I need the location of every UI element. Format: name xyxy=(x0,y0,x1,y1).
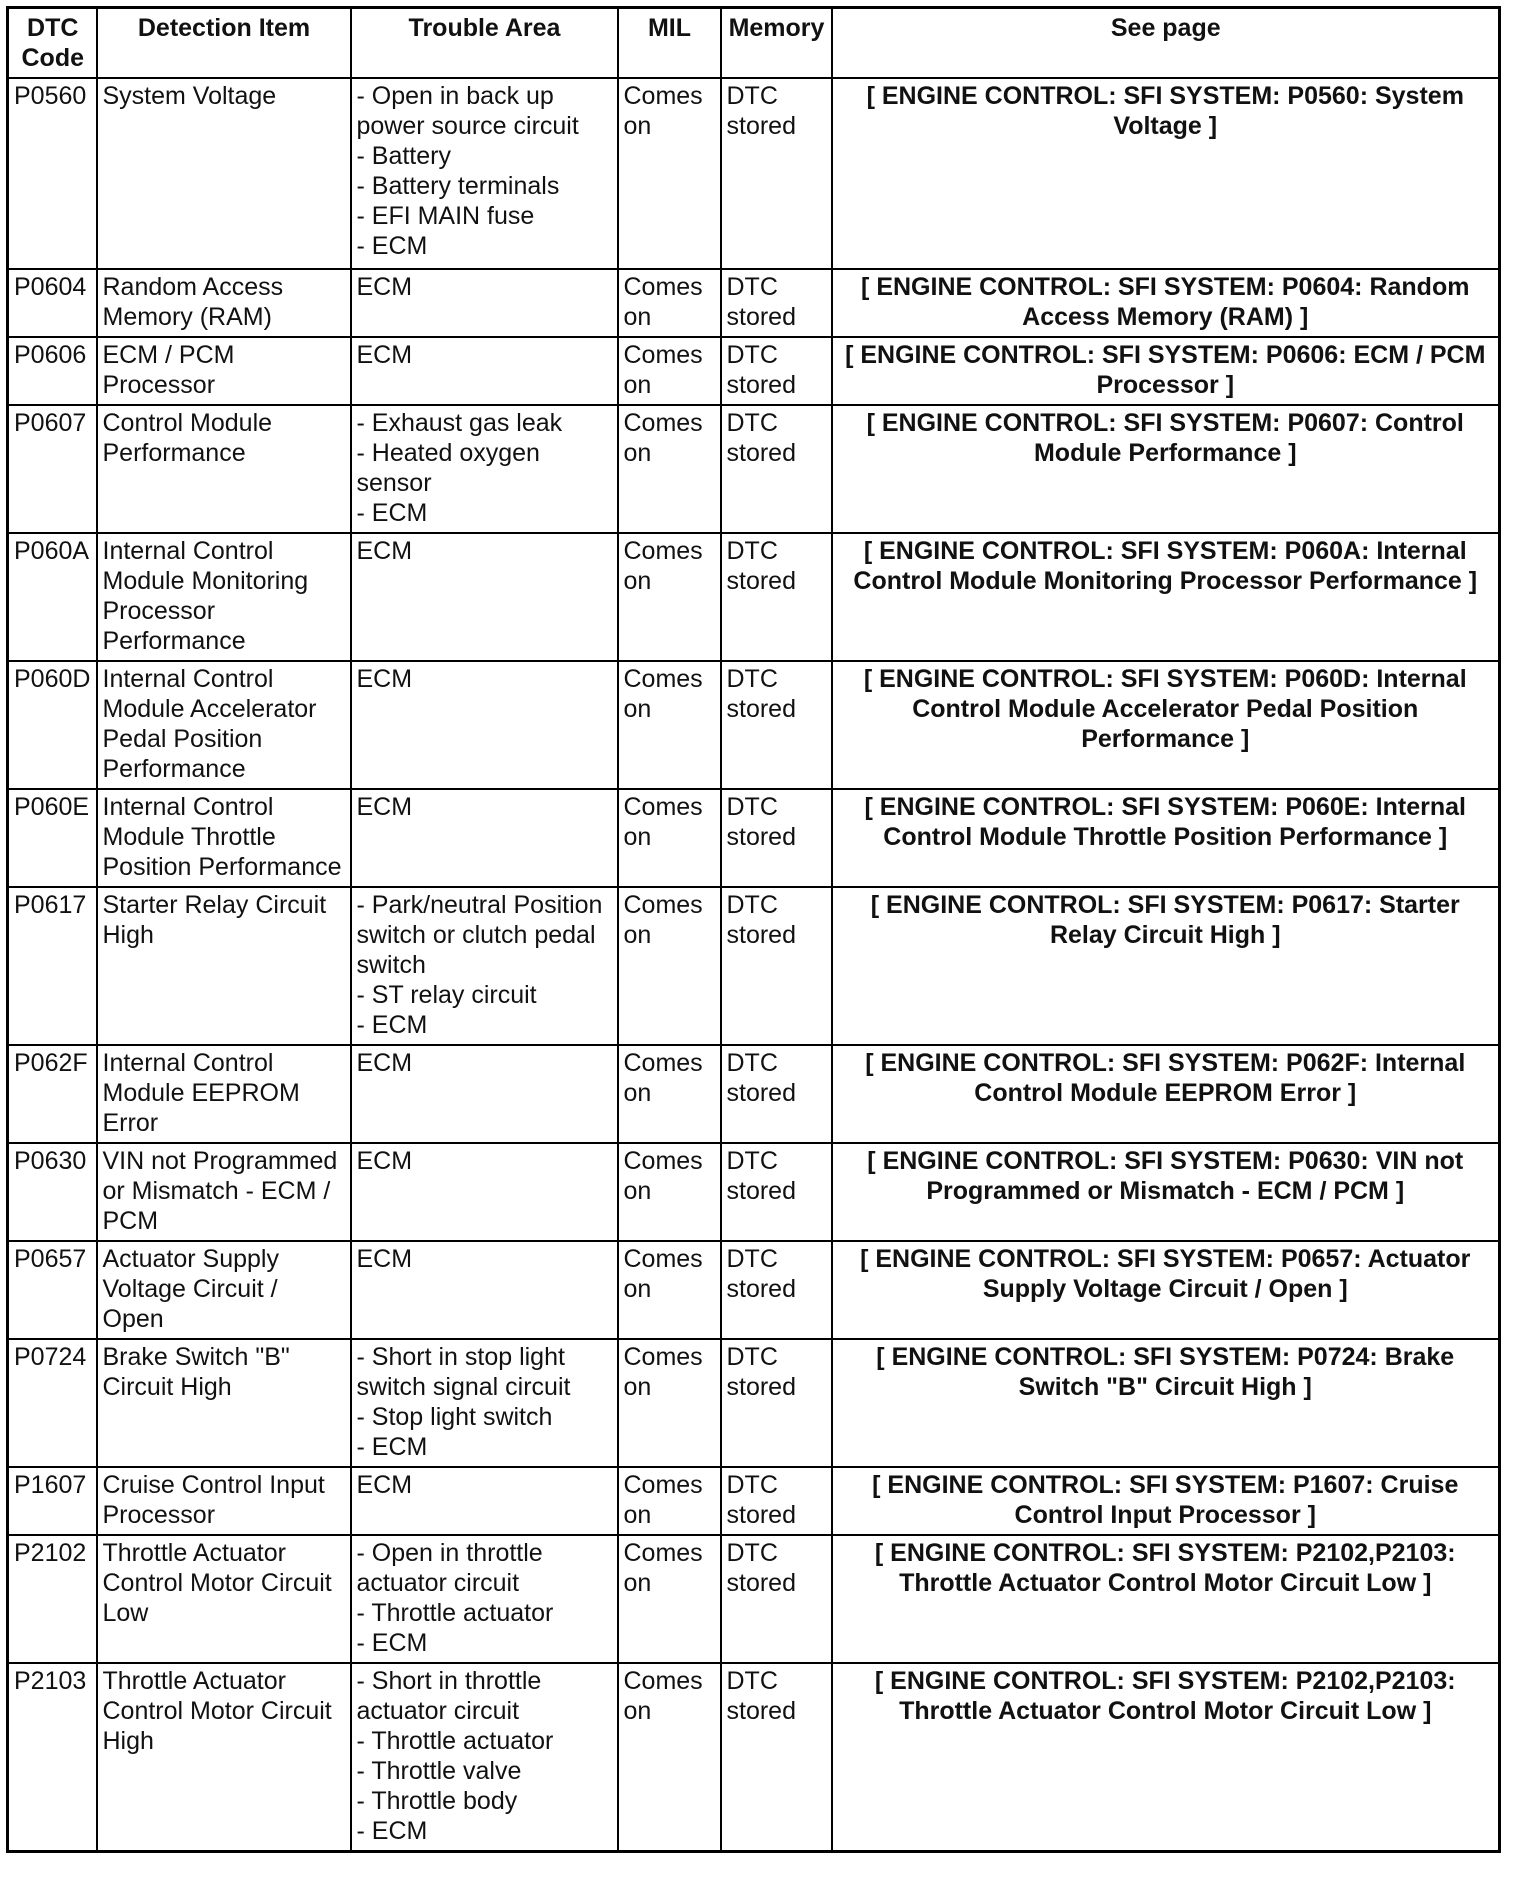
trouble-area-cell xyxy=(351,533,618,661)
see-page-link: [ ENGINE CONTROL: SFI SYSTEM: P0657: Actuator Supply Voltage Circuit / Open ] xyxy=(832,1241,1500,1339)
memory-cell: DTC stored xyxy=(721,1241,832,1339)
trouble-area-entry: - Open in back up power source circuit xyxy=(356,82,579,140)
trouble-area-entry: ECM xyxy=(356,273,413,301)
memory-cell: DTC stored xyxy=(721,1339,832,1467)
mil-cell: Comes on xyxy=(618,1143,721,1241)
trouble-area-entry: - Short in stop light switch signal circuit xyxy=(356,1343,571,1401)
see-page-link: [ ENGINE CONTROL: SFI SYSTEM: P060D: Internal Control Module Accelerator Pedal Position Performance ] xyxy=(832,661,1500,789)
memory-cell: DTC stored xyxy=(721,405,832,533)
see-page-link: [ ENGINE CONTROL: SFI SYSTEM: P0560: System Voltage ] xyxy=(832,78,1500,269)
dtc-code-cell: P060A xyxy=(8,533,97,661)
col-header-detection-item: Detection Item xyxy=(97,8,351,79)
memory-cell: DTC stored xyxy=(721,1663,832,1852)
detection-item-cell: Internal Control Module Monitoring Processor Performance xyxy=(97,533,351,661)
detection-item-cell: Throttle Actuator Control Motor Circuit Low xyxy=(97,1535,351,1663)
dtc-code-cell: P2102 xyxy=(8,1535,97,1663)
trouble-area-cell xyxy=(351,1467,618,1535)
trouble-area-entry: ECM xyxy=(356,1147,413,1175)
memory-cell: DTC stored xyxy=(721,337,832,405)
trouble-area-entry: - Throttle valve xyxy=(356,1757,522,1785)
trouble-area-entry: ECM xyxy=(356,665,413,693)
col-header-memory: Memory xyxy=(721,8,832,79)
col-header-trouble-area: Trouble Area xyxy=(351,8,618,79)
table-row xyxy=(8,78,1500,269)
trouble-area-entry: - Open in throttle actuator circuit xyxy=(356,1539,543,1597)
trouble-area-entry: ECM xyxy=(356,793,413,821)
dtc-code-cell: P0606 xyxy=(8,337,97,405)
memory-cell: DTC stored xyxy=(721,78,832,269)
mil-cell: Comes on xyxy=(618,1339,721,1467)
trouble-area-cell xyxy=(351,887,618,1045)
trouble-area-cell xyxy=(351,1045,618,1143)
header-row xyxy=(8,8,1500,79)
see-page-link: [ ENGINE CONTROL: SFI SYSTEM: P0604: Random Access Memory (RAM) ] xyxy=(832,269,1500,337)
detection-item-cell: Internal Control Module Accelerator Pedal Position Performance xyxy=(97,661,351,789)
dtc-code-cell: P0724 xyxy=(8,1339,97,1467)
table-row xyxy=(8,533,1500,661)
detection-item-cell: Random Access Memory (RAM) xyxy=(97,269,351,337)
see-page-link: [ ENGINE CONTROL: SFI SYSTEM: P2102,P2103: Throttle Actuator Control Motor Circuit Low ] xyxy=(832,1663,1500,1852)
detection-item-cell: Starter Relay Circuit High xyxy=(97,887,351,1045)
detection-item-cell: Brake Switch "B" Circuit High xyxy=(97,1339,351,1467)
trouble-area-entry: - Short in throttle actuator circuit xyxy=(356,1667,542,1725)
detection-item-cell: VIN not Programmed or Mismatch - ECM / PCM xyxy=(97,1143,351,1241)
trouble-area-cell xyxy=(351,1535,618,1663)
memory-cell: DTC stored xyxy=(721,1467,832,1535)
trouble-area-entry: - Stop light switch xyxy=(356,1403,553,1431)
dtc-code-cell: P060E xyxy=(8,789,97,887)
see-page-link: [ ENGINE CONTROL: SFI SYSTEM: P060E: Internal Control Module Throttle Position Performance ] xyxy=(832,789,1500,887)
trouble-area-entry: - ECM xyxy=(356,1433,428,1461)
mil-cell: Comes on xyxy=(618,1045,721,1143)
memory-cell: DTC stored xyxy=(721,533,832,661)
detection-item-cell: Actuator Supply Voltage Circuit / Open xyxy=(97,1241,351,1339)
mil-cell: Comes on xyxy=(618,1535,721,1663)
dtc-table xyxy=(6,6,1501,1853)
memory-cell: DTC stored xyxy=(721,789,832,887)
mil-cell: Comes on xyxy=(618,269,721,337)
trouble-area-entry: - ECM xyxy=(356,1011,428,1039)
table-body xyxy=(8,78,1500,1852)
detection-item-cell: Internal Control Module Throttle Position Performance xyxy=(97,789,351,887)
see-page-link: [ ENGINE CONTROL: SFI SYSTEM: P0724: Brake Switch "B" Circuit High ] xyxy=(832,1339,1500,1467)
see-page-link: [ ENGINE CONTROL: SFI SYSTEM: P2102,P2103: Throttle Actuator Control Motor Circuit Low ] xyxy=(832,1535,1500,1663)
see-page-link: [ ENGINE CONTROL: SFI SYSTEM: P0617: Starter Relay Circuit High ] xyxy=(832,887,1500,1045)
trouble-area-entry: ECM xyxy=(356,537,413,565)
trouble-area-entry: ECM xyxy=(356,1245,413,1273)
trouble-area-cell xyxy=(351,1143,618,1241)
trouble-area-cell xyxy=(351,1339,618,1467)
trouble-area-entry: - Heated oxygen sensor xyxy=(356,439,540,497)
trouble-area-entry: - Battery terminals xyxy=(356,172,560,200)
dtc-code-cell: P0630 xyxy=(8,1143,97,1241)
mil-cell: Comes on xyxy=(618,1241,721,1339)
dtc-code-cell: P0607 xyxy=(8,405,97,533)
table-row xyxy=(8,337,1500,405)
table-row xyxy=(8,269,1500,337)
trouble-area-entry: - Throttle actuator xyxy=(356,1599,554,1627)
trouble-area-cell xyxy=(351,1241,618,1339)
trouble-area-entry: ECM xyxy=(356,341,413,369)
detection-item-cell: System Voltage xyxy=(97,78,351,269)
trouble-area-entry: - Park/neutral Position switch or clutch pedal switch xyxy=(356,891,603,979)
see-page-link: [ ENGINE CONTROL: SFI SYSTEM: P0606: ECM / PCM Processor ] xyxy=(832,337,1500,405)
trouble-area-entry: - Throttle body xyxy=(356,1787,518,1815)
table-row xyxy=(8,1535,1500,1663)
table-row xyxy=(8,1241,1500,1339)
trouble-area-entry: ECM xyxy=(356,1471,413,1499)
trouble-area-cell xyxy=(351,661,618,789)
trouble-area-entry: - EFI MAIN fuse xyxy=(356,202,535,230)
see-page-link: [ ENGINE CONTROL: SFI SYSTEM: P0607: Control Module Performance ] xyxy=(832,405,1500,533)
dtc-code-cell: P062F xyxy=(8,1045,97,1143)
table-row xyxy=(8,1467,1500,1535)
trouble-area-entry: - Exhaust gas leak xyxy=(356,409,563,437)
memory-cell: DTC stored xyxy=(721,1143,832,1241)
table-row xyxy=(8,1663,1500,1852)
detection-item-cell: Throttle Actuator Control Motor Circuit High xyxy=(97,1663,351,1852)
table-row xyxy=(8,1045,1500,1143)
mil-cell: Comes on xyxy=(618,789,721,887)
detection-item-cell: Internal Control Module EEPROM Error xyxy=(97,1045,351,1143)
see-page-link: [ ENGINE CONTROL: SFI SYSTEM: P1607: Cruise Control Input Processor ] xyxy=(832,1467,1500,1535)
mil-cell: Comes on xyxy=(618,78,721,269)
table-row xyxy=(8,405,1500,533)
table-row xyxy=(8,1143,1500,1241)
mil-cell: Comes on xyxy=(618,337,721,405)
see-page-link: [ ENGINE CONTROL: SFI SYSTEM: P062F: Internal Control Module EEPROM Error ] xyxy=(832,1045,1500,1143)
trouble-area-entry: - ECM xyxy=(356,232,428,260)
col-header-see-page: See page xyxy=(832,8,1500,79)
table-row xyxy=(8,887,1500,1045)
trouble-area-cell xyxy=(351,405,618,533)
col-header-dtc-code: DTC Code xyxy=(8,8,97,79)
memory-cell: DTC stored xyxy=(721,1535,832,1663)
see-page-link: [ ENGINE CONTROL: SFI SYSTEM: P060A: Internal Control Module Monitoring Processor Performance ] xyxy=(832,533,1500,661)
dtc-code-cell: P2103 xyxy=(8,1663,97,1852)
trouble-area-cell xyxy=(351,269,618,337)
memory-cell: DTC stored xyxy=(721,1045,832,1143)
mil-cell: Comes on xyxy=(618,661,721,789)
trouble-area-entry: - ECM xyxy=(356,1629,428,1657)
trouble-area-cell xyxy=(351,1663,618,1852)
trouble-area-cell xyxy=(351,789,618,887)
table-row xyxy=(8,789,1500,887)
trouble-area-entry: ECM xyxy=(356,1049,413,1077)
trouble-area-entry: - Battery xyxy=(356,142,451,170)
dtc-code-cell: P0617 xyxy=(8,887,97,1045)
trouble-area-entry: - ECM xyxy=(356,499,428,527)
dtc-code-cell: P0560 xyxy=(8,78,97,269)
trouble-area-cell xyxy=(351,337,618,405)
memory-cell: DTC stored xyxy=(721,887,832,1045)
detection-item-cell: Cruise Control Input Processor xyxy=(97,1467,351,1535)
trouble-area-entry: - Throttle actuator xyxy=(356,1727,554,1755)
dtc-code-cell: P0657 xyxy=(8,1241,97,1339)
trouble-area-entry: - ECM xyxy=(356,1817,428,1845)
mil-cell: Comes on xyxy=(618,533,721,661)
mil-cell: Comes on xyxy=(618,1467,721,1535)
dtc-code-cell: P1607 xyxy=(8,1467,97,1535)
mil-cell: Comes on xyxy=(618,405,721,533)
see-page-link: [ ENGINE CONTROL: SFI SYSTEM: P0630: VIN not Programmed or Mismatch - ECM / PCM ] xyxy=(832,1143,1500,1241)
memory-cell: DTC stored xyxy=(721,661,832,789)
dtc-code-cell: P0604 xyxy=(8,269,97,337)
mil-cell: Comes on xyxy=(618,887,721,1045)
trouble-area-entry: - ST relay circuit xyxy=(356,981,537,1009)
col-header-mil: MIL xyxy=(618,8,721,79)
table-row xyxy=(8,661,1500,789)
mil-cell: Comes on xyxy=(618,1663,721,1852)
table-header xyxy=(8,8,1500,79)
table-row xyxy=(8,1339,1500,1467)
trouble-area-cell xyxy=(351,78,618,269)
detection-item-cell: Control Module Performance xyxy=(97,405,351,533)
memory-cell: DTC stored xyxy=(721,269,832,337)
detection-item-cell: ECM / PCM Processor xyxy=(97,337,351,405)
dtc-code-cell: P060D xyxy=(8,661,97,789)
